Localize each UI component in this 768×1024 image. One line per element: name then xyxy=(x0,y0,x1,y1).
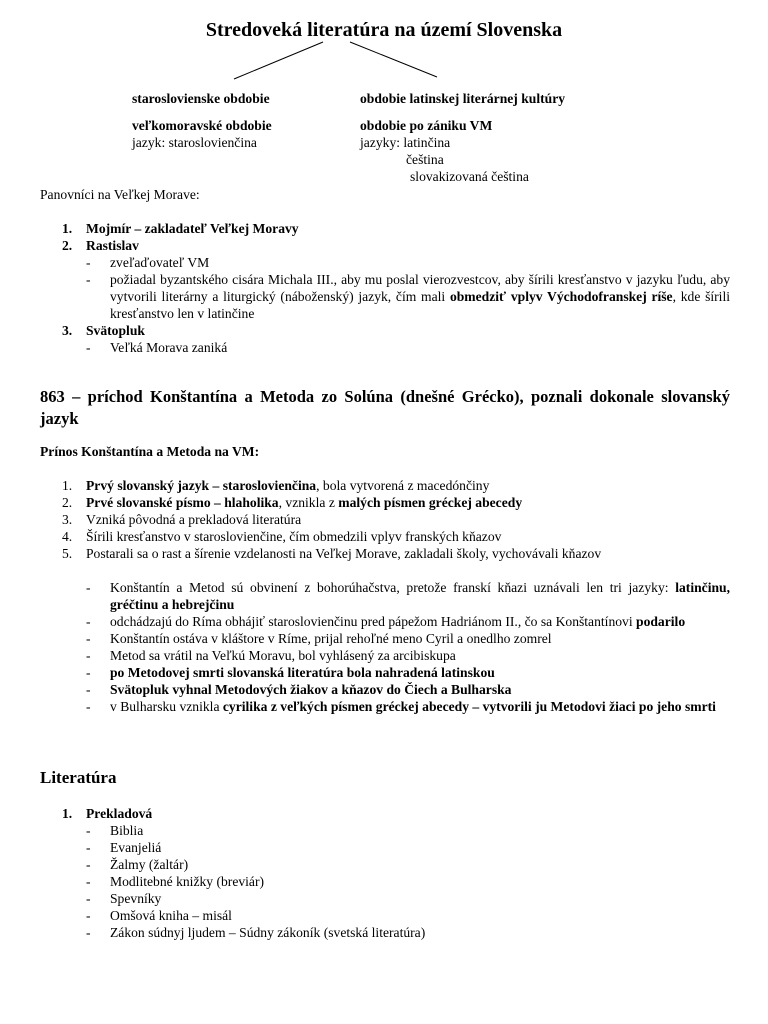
bullet-dash: - xyxy=(86,891,91,906)
left-period-column xyxy=(132,90,272,151)
ruler-number: 3. xyxy=(62,323,73,338)
bullet-dash: - xyxy=(86,908,91,923)
event-text: Konštantín a Metod sú obvinení z bohorúhačstva, pretože franskí kňazi uznávali len tri jazyky: xyxy=(110,580,676,595)
event-text: odchádzajú do Ríma obhájiť staroslovienčinu pred pápežom Hadriánom II., čo sa Konštantínovi xyxy=(110,614,637,629)
literatura-bullet xyxy=(40,839,730,856)
literatura-bullet xyxy=(40,890,730,907)
literatura-section xyxy=(40,805,730,941)
event-item xyxy=(40,698,730,715)
prinos-number: 2. xyxy=(62,495,73,510)
event-item xyxy=(40,613,730,630)
prinos-bold-text: Prvý slovanský jazyk – staroslovienčina xyxy=(86,478,317,493)
bullet-dash: - xyxy=(86,682,91,697)
literatura-bullet xyxy=(40,873,730,890)
bullet-dash: - xyxy=(86,255,91,270)
ruler-name: Svätopluk xyxy=(86,323,145,338)
bullet-dash: - xyxy=(86,665,91,680)
prinos-item xyxy=(40,511,730,528)
literatura-text: Žalmy (žaltár) xyxy=(110,857,189,872)
prinos-item xyxy=(40,477,730,494)
event-bold-text: podarilo xyxy=(636,614,686,629)
prinos-item xyxy=(40,545,730,562)
literatura-text: Evanjeliá xyxy=(110,840,162,855)
prinos-section xyxy=(40,443,730,715)
event-text: v Bulharsku vznikla xyxy=(110,699,223,714)
literatura-text: Zákon súdnyj ljudem – Súdny zákoník (svetská literatúra) xyxy=(110,925,426,940)
prinos-bold-text: Prvé slovanské písmo – hlaholika xyxy=(86,495,279,510)
right-language-2: čeština xyxy=(406,152,444,167)
literatura-bullet xyxy=(40,822,730,839)
literatura-text: Modlitebné knižky (breviár) xyxy=(110,874,265,889)
bullet-dash: - xyxy=(86,580,91,595)
right-period-column xyxy=(360,90,565,185)
bullet-dash: - xyxy=(86,648,91,663)
prinos-text: Šírili kresťanstvo v staroslovienčine, čím obmedzili vplyv franských kňazov xyxy=(86,529,502,544)
prinos-number: 4. xyxy=(62,529,73,544)
bullet-dash: - xyxy=(86,840,91,855)
prinos-number: 3. xyxy=(62,512,73,527)
prinos-number: 1. xyxy=(62,478,73,493)
literatura-text: Spevníky xyxy=(110,891,162,906)
bullet-dash: - xyxy=(86,272,91,287)
literatura-number: 1. xyxy=(62,806,73,821)
left-language: jazyk: staroslovienčina xyxy=(132,135,257,150)
bullet-dash: - xyxy=(86,823,91,838)
event-item xyxy=(40,664,730,681)
bullet-dash: - xyxy=(86,874,91,889)
bullet-item xyxy=(40,254,730,271)
event-bold-text: cyrilika z veľkých písmen gréckej abecedy – vytvorili ju Metodovi žiaci po jeho smrti xyxy=(222,699,716,714)
ruler-number: 2. xyxy=(62,238,73,253)
right-language-label: jazyky: latinčina xyxy=(360,135,451,150)
bullet-dash: - xyxy=(86,340,91,355)
prinos-text: , vznikla z xyxy=(278,495,339,510)
left-heading-1: staroslovienske obdobie xyxy=(132,91,270,106)
literatura-text: Omšová kniha – misál xyxy=(110,908,232,923)
event-item xyxy=(40,681,730,698)
literatura-item xyxy=(40,805,730,822)
bullet-dash: - xyxy=(86,857,91,872)
right-language-3: slovakizovaná čeština xyxy=(410,169,529,184)
bullet-bold-text: obmedziť vplyv Východofranskej ríše xyxy=(449,289,673,304)
left-heading-2: veľkomoravské obdobie xyxy=(132,118,272,133)
section-863-heading: 863 – príchod Konštantína a Metoda zo Solúna (dnešné Grécko), poznali dokonale slovanský jazyk xyxy=(40,387,730,428)
literatura-bullet xyxy=(40,907,730,924)
ruler-number: 1. xyxy=(62,221,73,236)
rulers-intro: Panovníci na Veľkej Morave: xyxy=(40,187,200,202)
bullet-item xyxy=(40,271,730,322)
literatura-text: Biblia xyxy=(110,823,144,838)
page-title: Stredoveká literatúra na území Slovenska xyxy=(205,19,563,41)
literatura-bullet xyxy=(40,924,730,941)
event-text: Konštantín ostáva v kláštore v Ríme, prijal rehoľné meno Cyril a onedlho zomrel xyxy=(110,631,552,646)
bullet-dash: - xyxy=(86,925,91,940)
rulers-section xyxy=(40,186,730,356)
prinos-item xyxy=(40,494,730,511)
prinos-text: Postarali sa o rast a šírenie vzdelanosti na Veľkej Morave, zakladali školy, vychovávali kňazov xyxy=(86,546,602,561)
prinos-heading: Prínos Konštantína a Metoda na VM: xyxy=(40,444,260,459)
event-item xyxy=(40,630,730,647)
event-bold-text: Svätopluk vyhnal Metodových žiakov a kňazov do Čiech a Bulharska xyxy=(110,682,512,697)
ruler-item xyxy=(40,220,730,237)
bullet-text: zveľaďovateľ VM xyxy=(110,255,210,270)
prinos-text: , bola vytvorená z macedónčiny xyxy=(316,478,490,493)
event-text: Metod sa vrátil na Veľkú Moravu, bol vyhlásený za arcibiskupa xyxy=(110,648,456,663)
ruler-item xyxy=(40,237,730,254)
bullet-text: požiadal byzantského cisára Michala III., aby mu poslal vierozvestcov, aby šírili kresťanstvo v jazyku ľudu, aby vytvorili literárny a liturgický (náboženský) jazyk, čím mali xyxy=(110,272,730,304)
event-item xyxy=(40,579,730,613)
prinos-number: 5. xyxy=(62,546,73,561)
event-bold-text: latinčinu, gréčtinu a hebrejčinu xyxy=(110,580,730,612)
ruler-name: Mojmír – zakladateľ Veľkej Moravy xyxy=(86,221,299,236)
bullet-text: Veľká Morava zaniká xyxy=(110,340,228,355)
bullet-dash: - xyxy=(86,614,91,629)
literatura-heading: Literatúra xyxy=(40,768,117,787)
prinos-bold-text: malých písmen gréckej abecedy xyxy=(338,495,523,510)
literatura-bullet xyxy=(40,856,730,873)
ruler-name: Rastislav xyxy=(86,238,139,253)
bullet-text: , kde šírili kresťanstvo len v latinčine xyxy=(110,289,730,321)
prinos-text: Vzniká pôvodná a prekladová literatúra xyxy=(86,512,302,527)
right-heading-2: obdobie po zániku VM xyxy=(360,118,493,133)
right-heading-1: obdobie latinskej literárnej kultúry xyxy=(360,91,566,106)
bullet-dash: - xyxy=(86,699,91,714)
event-item xyxy=(40,647,730,664)
prinos-item xyxy=(40,528,730,545)
literatura-label: Prekladová xyxy=(86,806,153,821)
bullet-dash: - xyxy=(86,631,91,646)
bullet-item xyxy=(40,339,730,356)
branch-lines xyxy=(0,40,768,85)
ruler-item xyxy=(40,322,730,339)
event-bold-text: po Metodovej smrti slovanská literatúra bola nahradená latinskou xyxy=(110,665,495,680)
